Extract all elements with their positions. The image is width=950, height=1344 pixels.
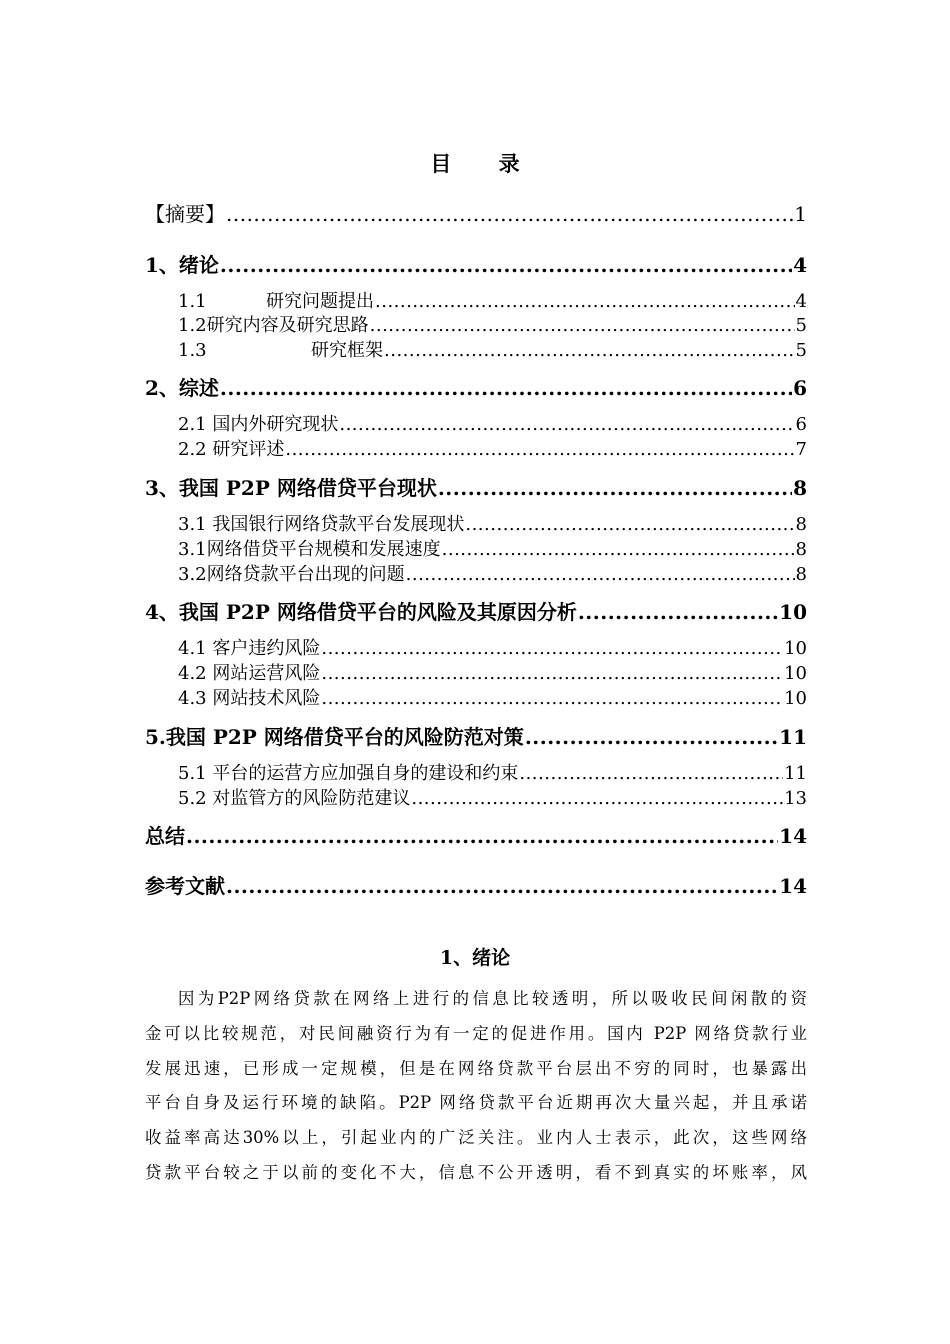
toc-title: 目 录 [430,151,540,176]
dot-leader [220,376,792,400]
toc-entry-2-2[interactable] [178,435,807,461]
toc-entry-number: 1.3 [178,340,207,361]
toc-entry-text: 研究问题提出 [266,291,374,312]
toc-page-number: 14 [779,824,807,848]
toc-entry-label: 4.3 网站技术风险 [178,688,321,709]
toc-page-number: 11 [784,763,807,784]
dot-leader [226,202,793,226]
toc-entry-label: 4.2 网站运营风险 [178,663,321,684]
toc-entry-1-2[interactable] [178,311,807,337]
toc-entry-label: 4.1 客户违约风险 [178,638,321,659]
toc-page-number: 10 [779,600,807,624]
toc-entry-label: 参考文献 [145,874,225,898]
dot-leader [226,874,778,898]
toc-entry-3-1b[interactable] [178,535,807,561]
dot-leader [339,414,794,435]
paragraph-line: 收益率高达30%以上，引起业内的广泛关注。业内人士表示，此次，这些网络 [145,1128,807,1148]
paragraph-line: 发展迅速，已形成一定规模，但是在网络贷款平台层出不穷的同时，也暴露出 [145,1058,807,1078]
paragraph-line: 金可以比较规范，对民间融资行为有一定的促进作用。国内 P2P 网络贷款行业 [145,1023,807,1043]
toc-entry-text: 研究框架 [311,340,383,361]
dot-leader [438,476,792,500]
toc-entry-5-1[interactable] [178,759,807,785]
toc-entry-label [178,336,383,362]
toc-entry-chapter-1[interactable] [145,249,807,278]
toc-page-number: 7 [795,439,807,460]
toc-entry-5-2[interactable] [178,784,807,810]
toc-entry-chapter-5[interactable] [145,721,807,750]
toc-page-number: 10 [784,638,807,659]
toc-entry-chapter-3[interactable] [145,472,807,501]
toc-entry-label: 1、绪论 [145,253,219,277]
toc-page-number: 6 [795,414,807,435]
dot-leader [384,340,795,361]
toc-entry-label: 3.1 我国银行网络贷款平台发展现状 [178,514,465,535]
toc-page-number: 13 [784,788,807,809]
toc-entry-label: 3、我国 P2P 网络借贷平台现状 [145,476,437,500]
toc-entry-references[interactable] [145,870,807,899]
toc-entry-chapter-4[interactable] [145,596,807,625]
toc-entry-label: 5.2 对监管方的风险防范建议 [178,788,411,809]
body-paragraph [145,982,807,1191]
toc-entry-4-3[interactable] [178,684,807,710]
dot-leader [220,253,792,277]
dot-leader [519,763,783,784]
dot-leader [375,291,795,312]
toc-entry-1-1[interactable] [178,287,807,313]
toc-entry-summary[interactable] [145,820,807,849]
toc-page-number: 10 [784,663,807,684]
dot-leader [465,514,794,535]
toc-entry-3-2[interactable] [178,560,807,586]
toc-entry-4-1[interactable] [178,634,807,660]
toc-page-number: 1 [794,202,807,226]
toc-entry-label: 1.2研究内容及研究思路 [178,315,369,336]
toc-entry-1-3[interactable] [178,336,807,362]
dot-leader [525,725,778,749]
dot-leader [578,600,778,624]
toc-entry-label [178,287,374,313]
dot-leader [321,638,783,659]
paragraph-line: 贷款平台较之于以前的变化不大，信息不公开透明，看不到真实的坏账率，风 [145,1162,807,1182]
dot-leader [411,788,783,809]
toc-page-number: 10 [784,688,807,709]
dot-leader [321,688,783,709]
toc-page-number: 8 [795,514,807,535]
toc-entry-2-1[interactable] [178,410,807,436]
toc-entry-label: 3.2网络贷款平台出现的问题 [178,564,405,585]
toc-entry-label: 2.1 国内外研究现状 [178,414,339,435]
toc-entry-label: 2.2 研究评述 [178,439,285,460]
toc-entry-3-1a[interactable] [178,510,807,536]
dot-leader [442,539,795,560]
toc-entry-label: 总结 [145,824,185,848]
toc-page-number: 5 [795,315,807,336]
toc-entry-label: 2、综述 [145,376,219,400]
toc-page-number: 8 [793,476,807,500]
toc-page-number: 4 [795,291,807,312]
toc-entry-label: 5.我国 P2P 网络借贷平台的风险防范对策 [145,725,524,749]
toc-page-number: 4 [793,253,807,277]
toc-entry-chapter-2[interactable] [145,372,807,401]
paragraph-line: 因为P2P网络贷款在网络上进行的信息比较透明，所以吸收民间闲散的资 [178,989,807,1008]
toc-entry-label: 5.1 平台的运营方应加强自身的建设和约束 [178,763,519,784]
toc-page-number: 5 [795,340,807,361]
paragraph-line: 平台自身及运行环境的缺陷。P2P 网络贷款平台近期再次大量兴起，并且承诺 [145,1093,807,1113]
dot-leader [285,439,794,460]
toc-entry-number: 1.1 [178,291,207,312]
dot-leader [321,663,783,684]
dot-leader [406,564,795,585]
toc-page-number: 14 [779,874,807,898]
toc-entry-abstract[interactable] [145,198,807,227]
toc-page-number: 8 [795,539,807,560]
dot-leader [186,824,778,848]
toc-page-number: 6 [793,376,807,400]
dot-leader [370,315,795,336]
toc-page-number: 11 [779,725,807,749]
toc-entry-label: 【摘要】 [145,202,225,226]
toc-entry-label: 4、我国 P2P 网络借贷平台的风险及其原因分析 [145,600,577,624]
toc-entry-label: 3.1网络借贷平台规模和发展速度 [178,539,441,560]
toc-page-number: 8 [795,564,807,585]
toc-entry-4-2[interactable] [178,659,807,685]
section-heading: 1、绪论 [439,947,511,969]
